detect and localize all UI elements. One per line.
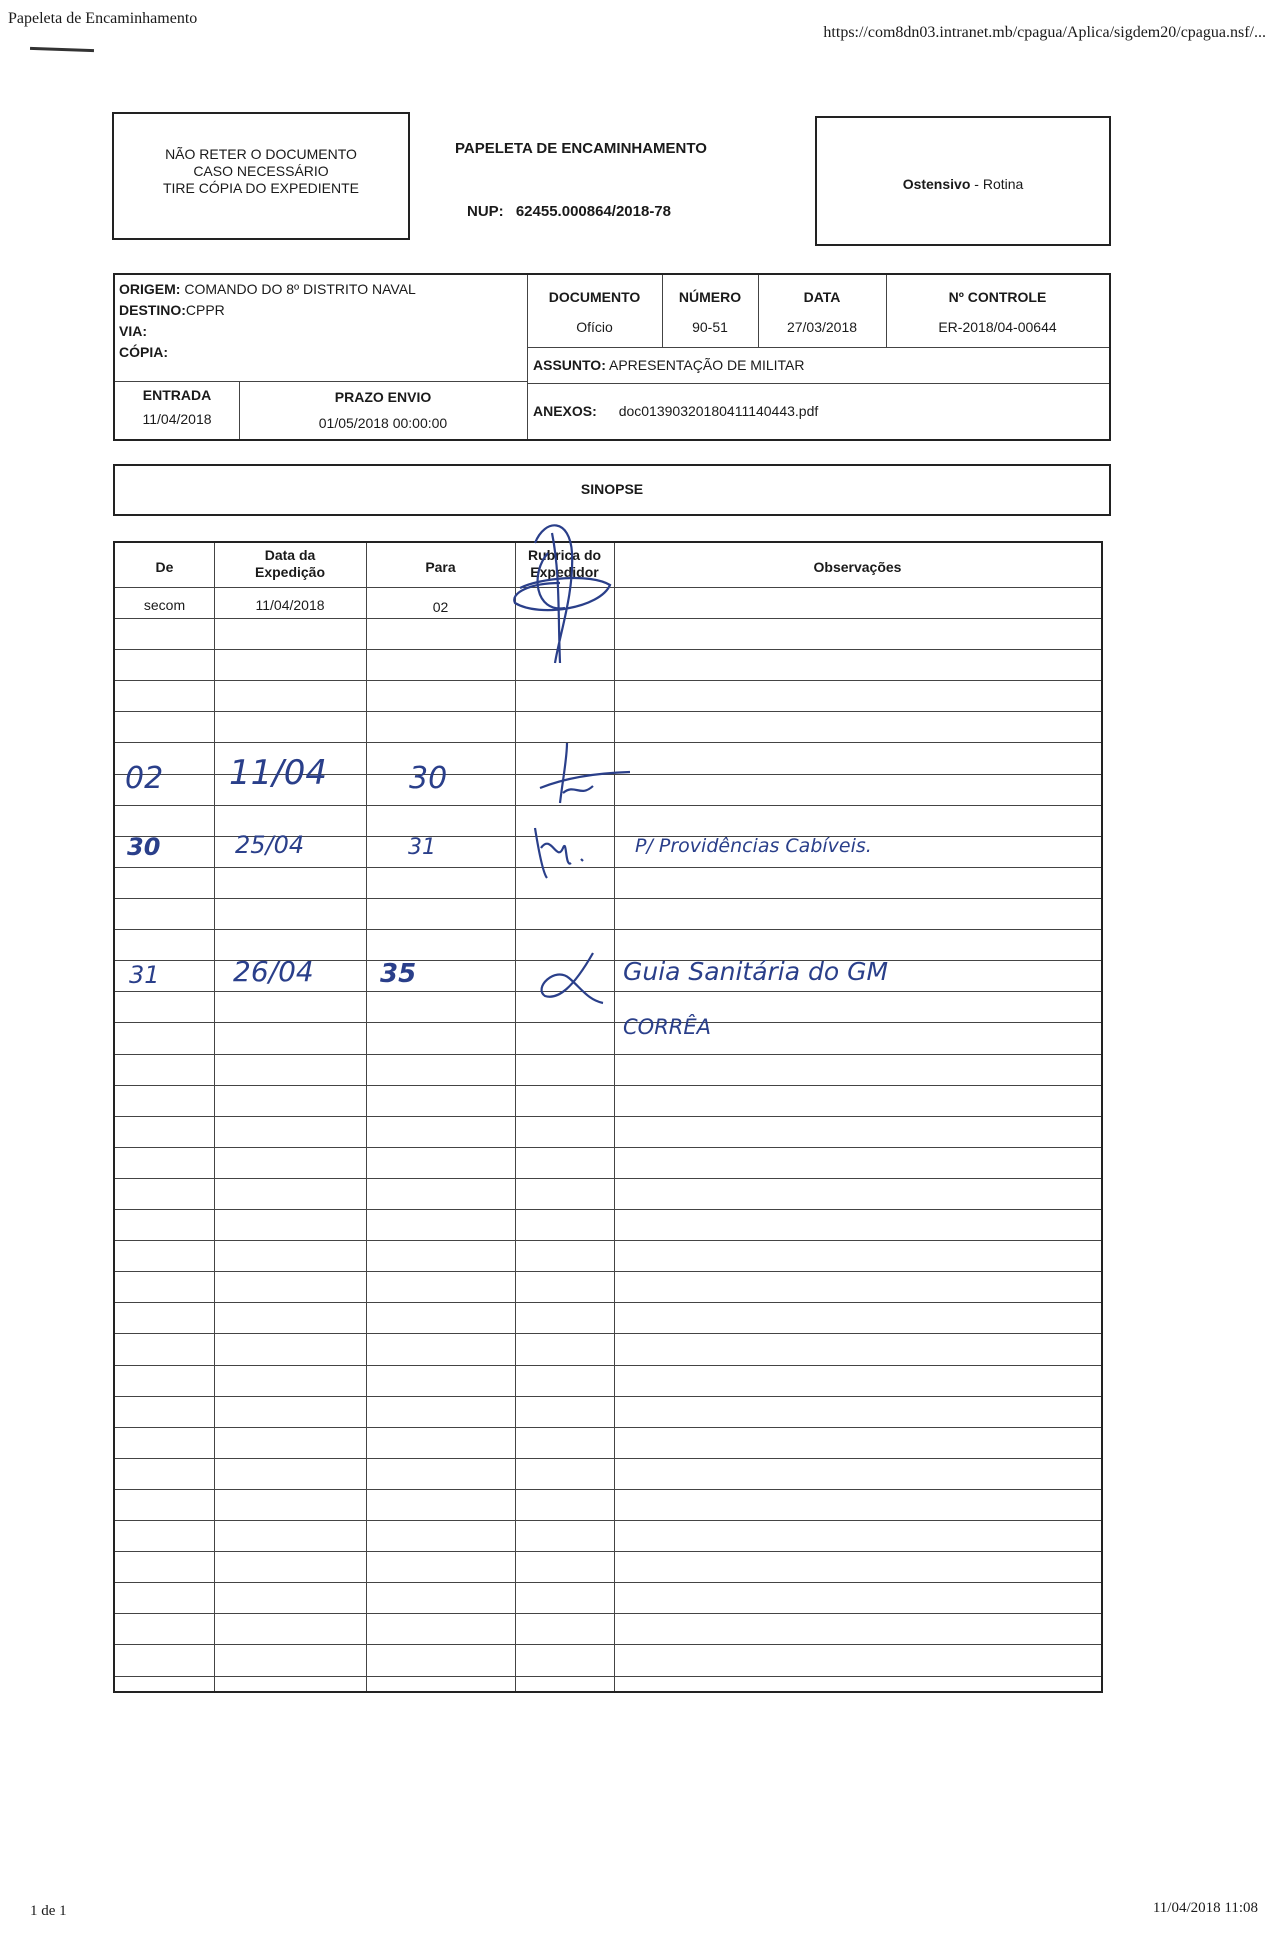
table-row-line xyxy=(115,1271,1101,1272)
anexos-label: ANEXOS: xyxy=(533,403,597,419)
table-row-line xyxy=(115,1302,1101,1303)
hw3-obs: Guia Sanitária do GM xyxy=(623,957,889,986)
col-data-header-2: Expedição xyxy=(254,564,326,580)
table-row-line xyxy=(115,1582,1101,1583)
notice-box xyxy=(112,112,410,240)
table-row-line xyxy=(115,1458,1101,1459)
table-row-line xyxy=(115,1520,1101,1521)
form-title: PAPELETA DE ENCAMINHAMENTO xyxy=(455,140,707,157)
data-label: DATA xyxy=(803,289,841,305)
hw1-rubrica xyxy=(525,738,635,808)
classification-type: - Rotina xyxy=(970,176,1024,192)
row1-data: 11/04/2018 xyxy=(255,597,325,613)
print-timestamp: 11/04/2018 11:08 xyxy=(1152,1900,1258,1916)
origem-label: ORIGEM: xyxy=(119,281,181,297)
assunto-label: ASSUNTO: xyxy=(533,357,606,373)
row1-de: secom xyxy=(143,597,186,613)
row1-para: 02 xyxy=(432,599,449,615)
table-row-line xyxy=(115,898,1101,899)
table-row-line xyxy=(115,1178,1101,1179)
hw4-obs: CORRÊA xyxy=(623,1015,712,1039)
table-row-line xyxy=(115,711,1101,712)
assunto-value: APRESENTAÇÃO DE MILITAR xyxy=(608,357,805,373)
col-data-header-1: Data da xyxy=(264,547,316,563)
notice-line-2: CASO NECESSÁRIO xyxy=(193,163,329,179)
entrada-label: ENTRADA xyxy=(142,387,212,403)
via-label: VIA: xyxy=(119,323,147,339)
page-count: 1 de 1 xyxy=(30,1903,67,1919)
nup xyxy=(467,203,671,220)
page-title: Papeleta de Encaminhamento xyxy=(8,10,198,27)
hw3-data: 26/04 xyxy=(233,955,314,988)
hw3-rubrica xyxy=(533,948,613,1008)
table-row-line xyxy=(115,1676,1101,1677)
notice-line-3: TIRE CÓPIA DO EXPEDIENTE xyxy=(162,180,360,196)
notice-line-1: NÃO RETER O DOCUMENTO xyxy=(165,146,357,162)
destino-value: CPPR xyxy=(185,302,225,318)
origem-row xyxy=(119,279,416,300)
hw1-data: 11/04 xyxy=(229,753,327,793)
col-para-header: Para xyxy=(425,559,456,575)
hw2-rubrica xyxy=(523,823,613,883)
col-de-header: De xyxy=(155,559,174,575)
hw2-de: 30 xyxy=(127,833,161,861)
origem-value: COMANDO DO 8º DISTRITO NAVAL xyxy=(184,281,416,297)
table-row-line xyxy=(115,1613,1101,1614)
table-row-line xyxy=(115,1209,1101,1210)
table-row-line xyxy=(115,680,1101,681)
numero-label: NÚMERO xyxy=(678,289,742,305)
pen-stroke xyxy=(30,47,94,52)
sinopse-label: SINOPSE xyxy=(580,481,644,497)
col-rubrica-header-2: Expedidor xyxy=(530,564,599,580)
table-row-line xyxy=(115,1365,1101,1366)
hw2-obs: P/ Providências Cabíveis. xyxy=(635,835,872,857)
prazo-value: 01/05/2018 00:00:00 xyxy=(318,415,448,431)
table-row-line xyxy=(115,1054,1101,1055)
col-obs-header: Observações xyxy=(813,559,902,575)
data-value: 27/03/2018 xyxy=(786,319,858,335)
table-row-line xyxy=(115,1147,1101,1148)
numero-value: 90-51 xyxy=(692,319,728,335)
table-row-line xyxy=(115,1489,1101,1490)
nup-label: NUP: xyxy=(467,203,504,220)
controle-label: Nº CONTROLE xyxy=(948,289,1047,305)
table-row-line xyxy=(115,929,1101,930)
prazo-label: PRAZO ENVIO xyxy=(334,389,432,405)
sinopse-box xyxy=(113,464,1111,516)
page-url: https://com8dn03.intranet.mb/cpagua/Aplica/sigdem20/cpagua.nsf/... xyxy=(823,24,1266,41)
assunto-row xyxy=(533,357,805,373)
hw3-de: 31 xyxy=(129,961,160,989)
table-row-line xyxy=(115,1085,1101,1086)
entrada-value: 11/04/2018 xyxy=(142,411,212,427)
documento-label: DOCUMENTO xyxy=(548,289,641,305)
signature-scribble xyxy=(500,513,630,673)
table-row-line xyxy=(115,1396,1101,1397)
copia-label: CÓPIA: xyxy=(119,344,168,360)
table-row-line xyxy=(115,1333,1101,1334)
anexos-value: doc01390320180411140443.pdf xyxy=(618,403,819,419)
info-block xyxy=(113,273,1111,441)
hw1-para: 30 xyxy=(409,761,448,796)
table-row-line xyxy=(115,1240,1101,1241)
table-row-line xyxy=(115,1116,1101,1117)
table-row-line xyxy=(115,1551,1101,1552)
table-row-line xyxy=(115,1427,1101,1428)
documento-value: Ofício xyxy=(576,319,613,335)
col-rubrica-header-1: Rubrica do xyxy=(527,547,602,563)
routing-table xyxy=(113,541,1103,1693)
classification-box xyxy=(815,116,1111,246)
nup-value: 62455.000864/2018-78 xyxy=(515,203,671,220)
hw1-de: 02 xyxy=(125,761,164,796)
anexos-row xyxy=(533,403,818,419)
classification-level: Ostensivo xyxy=(902,176,971,192)
table-row-line xyxy=(115,1644,1101,1645)
hw2-data: 25/04 xyxy=(235,831,305,859)
hw3-para: 35 xyxy=(380,959,417,989)
destino-label: DESTINO: xyxy=(119,302,186,318)
col-data-header xyxy=(214,547,366,581)
controle-value: ER-2018/04-00644 xyxy=(938,319,1057,335)
table-row-line xyxy=(115,1022,1101,1023)
hw2-para: 31 xyxy=(408,835,436,860)
destino-row xyxy=(119,300,416,321)
